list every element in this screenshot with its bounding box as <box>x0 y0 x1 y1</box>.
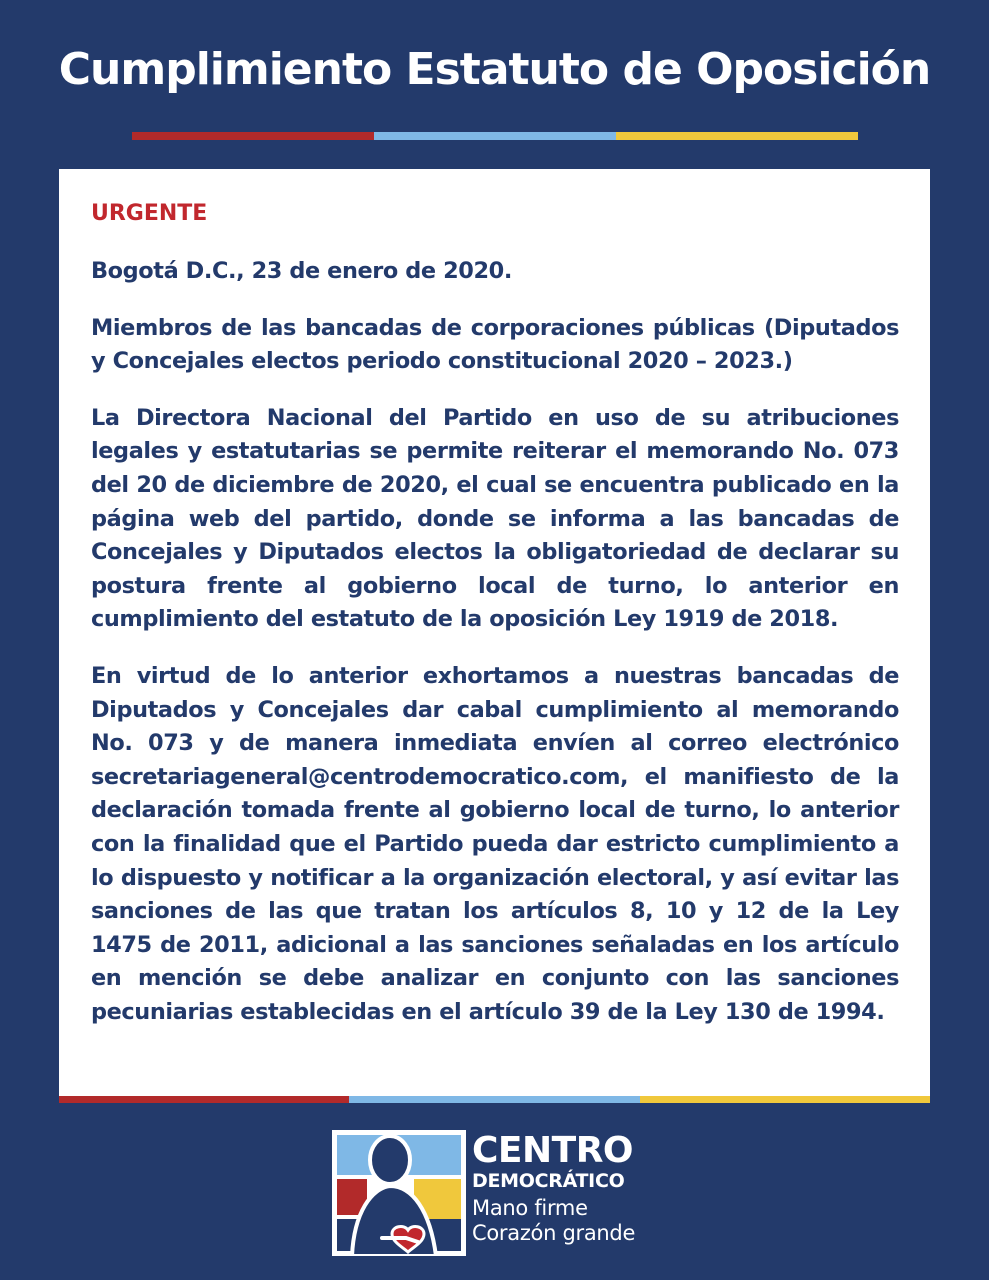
party-name-line2: DEMOCRÁTICO <box>472 1170 625 1192</box>
card-bottom-divider <box>59 1096 930 1103</box>
party-logo-text <box>472 1130 672 1246</box>
divider-red-segment <box>132 132 374 140</box>
letter-card <box>59 169 930 1096</box>
divider-red-segment <box>59 1096 349 1103</box>
page-title: Cumplimiento Estatuto de Oposición <box>58 44 931 95</box>
party-logo <box>332 1130 672 1256</box>
letter-date: Bogotá D.C., 23 de enero de 2020. <box>91 258 512 284</box>
party-name-line1: CENTRO <box>472 1130 634 1171</box>
divider-blue-segment <box>349 1096 639 1103</box>
divider-yellow-segment <box>616 132 858 140</box>
slogan-line2: Corazón grande <box>472 1221 636 1245</box>
letter-body-paragraph: En virtud de lo anterior exhortamos a nuestras bancadas de Diputados y Concejales dar cabal cumplimiento al memorando No. 073 y de manera inmediata envíen al correo electrónico secretariageneral@centrodemocratico.com, el manifiesto de la declaración tomada frente al gobierno local de turno, lo anterior con la finalidad que el Partido pueda dar estricto cumplimiento a lo dispuesto y notificar a la organización electoral, y así evitar las sanciones de las que tratan los artículos 8, 10 y 12 de la Ley 1475 de 2011, adicional a las sanciones señaladas en los artículo en mención se debe analizar en conjunto con las sanciones pecuniarias establecidas en el artículo 39 de la Ley 130 de 1994. <box>91 662 899 1025</box>
urgent-label: URGENTE <box>91 201 208 226</box>
letter-recipients: Miembros de las bancadas de corporaciones públicas (Diputados y Concejales electos periodo constitucional 2020 – 2023.) <box>91 314 899 375</box>
title-divider <box>132 132 858 140</box>
letter-body-paragraph: La Directora Nacional del Partido en uso de su atribuciones legales y estatutarias se permite reiterar el memorando No. 073 del 20 de diciembre de 2020, el cual se encuentra publicado en la página web del partido, donde se informa a las bancadas de Concejales y Diputados electos la obligatoriedad de declarar su postura frente al gobierno local de turno, lo anterior en cumplimiento del estatuto de la oposición Ley 1919 de 2018. <box>91 404 899 633</box>
party-emblem-icon <box>332 1130 466 1256</box>
divider-yellow-segment <box>640 1096 930 1103</box>
divider-blue-segment <box>374 132 616 140</box>
slogan-line1: Mano firme <box>472 1196 588 1220</box>
